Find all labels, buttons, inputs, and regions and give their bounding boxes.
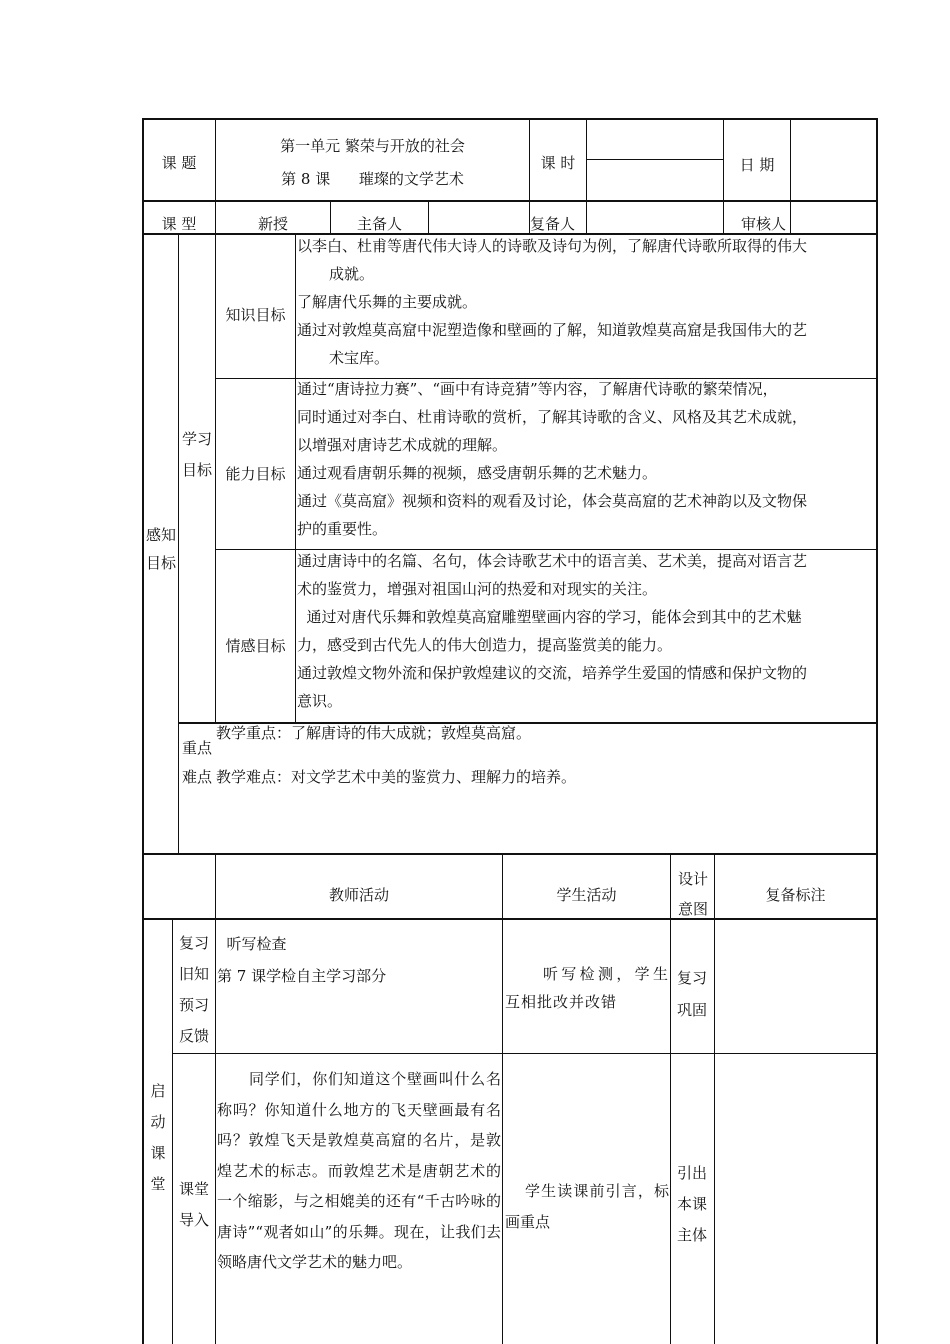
row-line-1 — [142, 200, 877, 202]
class-intro-label: 课堂导入 — [178, 1180, 209, 1229]
ability-line: 通过观看唐朝乐舞的视频，感受唐朝乐舞的艺术魅力。 — [297, 464, 658, 482]
emotion-line: 意识。 — [297, 692, 343, 710]
hours-split-line — [586, 159, 723, 160]
objectives-bottom-line — [142, 853, 877, 855]
type-label: 课 型 — [161, 215, 197, 233]
unit-title: 第一单元 繁荣与开放的社会 — [280, 137, 465, 155]
emotion-line: 通过敦煌文物外流和保护敦煌建议的交流，培养学生爱国的情感和保护文物的 — [297, 664, 808, 682]
col-line-178 — [178, 233, 179, 853]
review-label: 审核人 — [740, 215, 786, 233]
activity-header-bottom-line — [142, 918, 877, 920]
lead-label: 主备人 — [356, 215, 402, 233]
emotion-goal-text — [297, 547, 875, 715]
emotion-line: 术的鉴赏力，增强对祖国山河的热爱和对现实的关注。 — [297, 580, 658, 598]
review-teacher-line1: 听写检查 — [217, 935, 287, 953]
emotion-line: 力，感受到古代先人的伟大创造力，提高鉴赏美的能力。 — [297, 636, 673, 654]
study-goal-label: 学习目标 — [182, 430, 213, 479]
design-intent-header: 设计意图 — [677, 870, 708, 918]
review-teacher-line2: 第 7 课学检自主学习部分 — [217, 967, 387, 985]
col-line-586-top — [586, 118, 587, 233]
table-border-right — [876, 118, 878, 1344]
col-line-790-top — [790, 118, 791, 233]
ability-line: 同时通过对李白、杜甫诗歌的赏析，了解其诗歌的含义、风格及其艺术成就， — [297, 408, 808, 426]
knowledge-line: 成就。 — [329, 265, 375, 283]
intro-student-activity: 学生读课前引言，标画重点 — [505, 1182, 669, 1231]
perception-goal-label: 感知目标 — [145, 526, 176, 572]
teaching-key-point: 教学重点：了解唐诗的伟大成就；敦煌莫高窟。 — [216, 724, 532, 742]
type-value: 新授 — [257, 215, 288, 233]
col-line-670 — [670, 853, 671, 1344]
col-line-215-activity — [215, 853, 216, 1344]
date-label: 日 期 — [739, 156, 775, 174]
intro-teacher-activity: 同学们，你们知道这个壁画叫什么名称吗？你知道什么地方的飞天壁画最有名吗？敦煌飞天是敦煌莫高窟的名片，是敦煌艺术的标志。而敦煌艺术是唐朝艺术的一个缩影，与之相媲美的还有“千古吟咏的唐诗”“观者如山”的乐舞。现在，让我们去领略唐代文学艺术的魅力吧。 — [217, 1070, 501, 1271]
knowledge-goal-text — [297, 232, 875, 372]
knowledge-line: 了解唐代乐舞的主要成就。 — [297, 293, 478, 311]
ability-goal-text — [297, 375, 875, 543]
col-line-295 — [295, 233, 296, 722]
knowledge-line: 通过对敦煌莫高窟中泥塑造像和壁画的了解，知道敦煌莫高窟是我国伟大的艺 — [297, 321, 808, 339]
lesson-title: 第 8 课 璀璨的文学艺术 — [281, 170, 464, 188]
intro-design-intent: 引出本课主体 — [676, 1164, 707, 1244]
review-student-activity: 听写检测，学生互相批改并改错 — [505, 965, 669, 1011]
ability-goal-label: 能力目标 — [225, 465, 286, 483]
key-difficulty-label: 重点难点 — [182, 739, 213, 786]
start-class-label: 启动课堂 — [150, 1082, 166, 1193]
review-design-intent: 复习巩固 — [676, 969, 707, 1019]
ability-line: 通过“唐诗拉力赛”、“画中有诗竞猜”等内容，了解唐代诗歌的繁荣情况， — [297, 380, 778, 398]
emotion-line: 通过对唐代乐舞和敦煌莫高窟雕塑壁画内容的学习，能体会到其中的艺术魅 — [297, 608, 802, 626]
hours-label: 课 时 — [540, 154, 576, 172]
emotion-line: 通过唐诗中的名篇、名句，体会诗歌艺术中的语言美、艺术美，提高对语言艺 — [297, 552, 808, 570]
col-line-714 — [714, 853, 715, 1344]
ability-line: 护的重要性。 — [297, 520, 388, 538]
col-line-172 — [172, 918, 173, 1344]
table-border-top — [142, 118, 877, 120]
teacher-activity-header: 教师活动 — [328, 886, 389, 904]
co-label: 复备人 — [530, 215, 576, 233]
emotion-goal-label: 情感目标 — [225, 637, 286, 655]
ability-line: 以增强对唐诗艺术成就的理解。 — [297, 436, 508, 454]
co-prep-notes-header: 复备标注 — [765, 886, 826, 904]
ability-line: 通过《莫高窟》视频和资料的观看及讨论，体会莫高窟的艺术神韵以及文物保 — [297, 492, 808, 510]
title-label: 课 题 — [161, 154, 197, 172]
col-line-502 — [502, 853, 503, 1344]
teaching-difficulty: 教学难点：对文学艺术中美的鉴赏力、理解力的培养。 — [216, 768, 577, 786]
knowledge-line: 术宝库。 — [329, 349, 390, 367]
review-bottom-line — [172, 1053, 877, 1054]
knowledge-goal-label: 知识目标 — [225, 306, 286, 324]
knowledge-line: 以李白、杜甫等唐代伟大诗人的诗歌及诗句为例，了解唐代诗歌所取得的伟大 — [297, 237, 808, 255]
student-activity-header: 学生活动 — [556, 886, 617, 904]
review-preview-label: 复习旧知预习反馈 — [178, 934, 209, 1045]
col-line-428 — [428, 200, 429, 233]
